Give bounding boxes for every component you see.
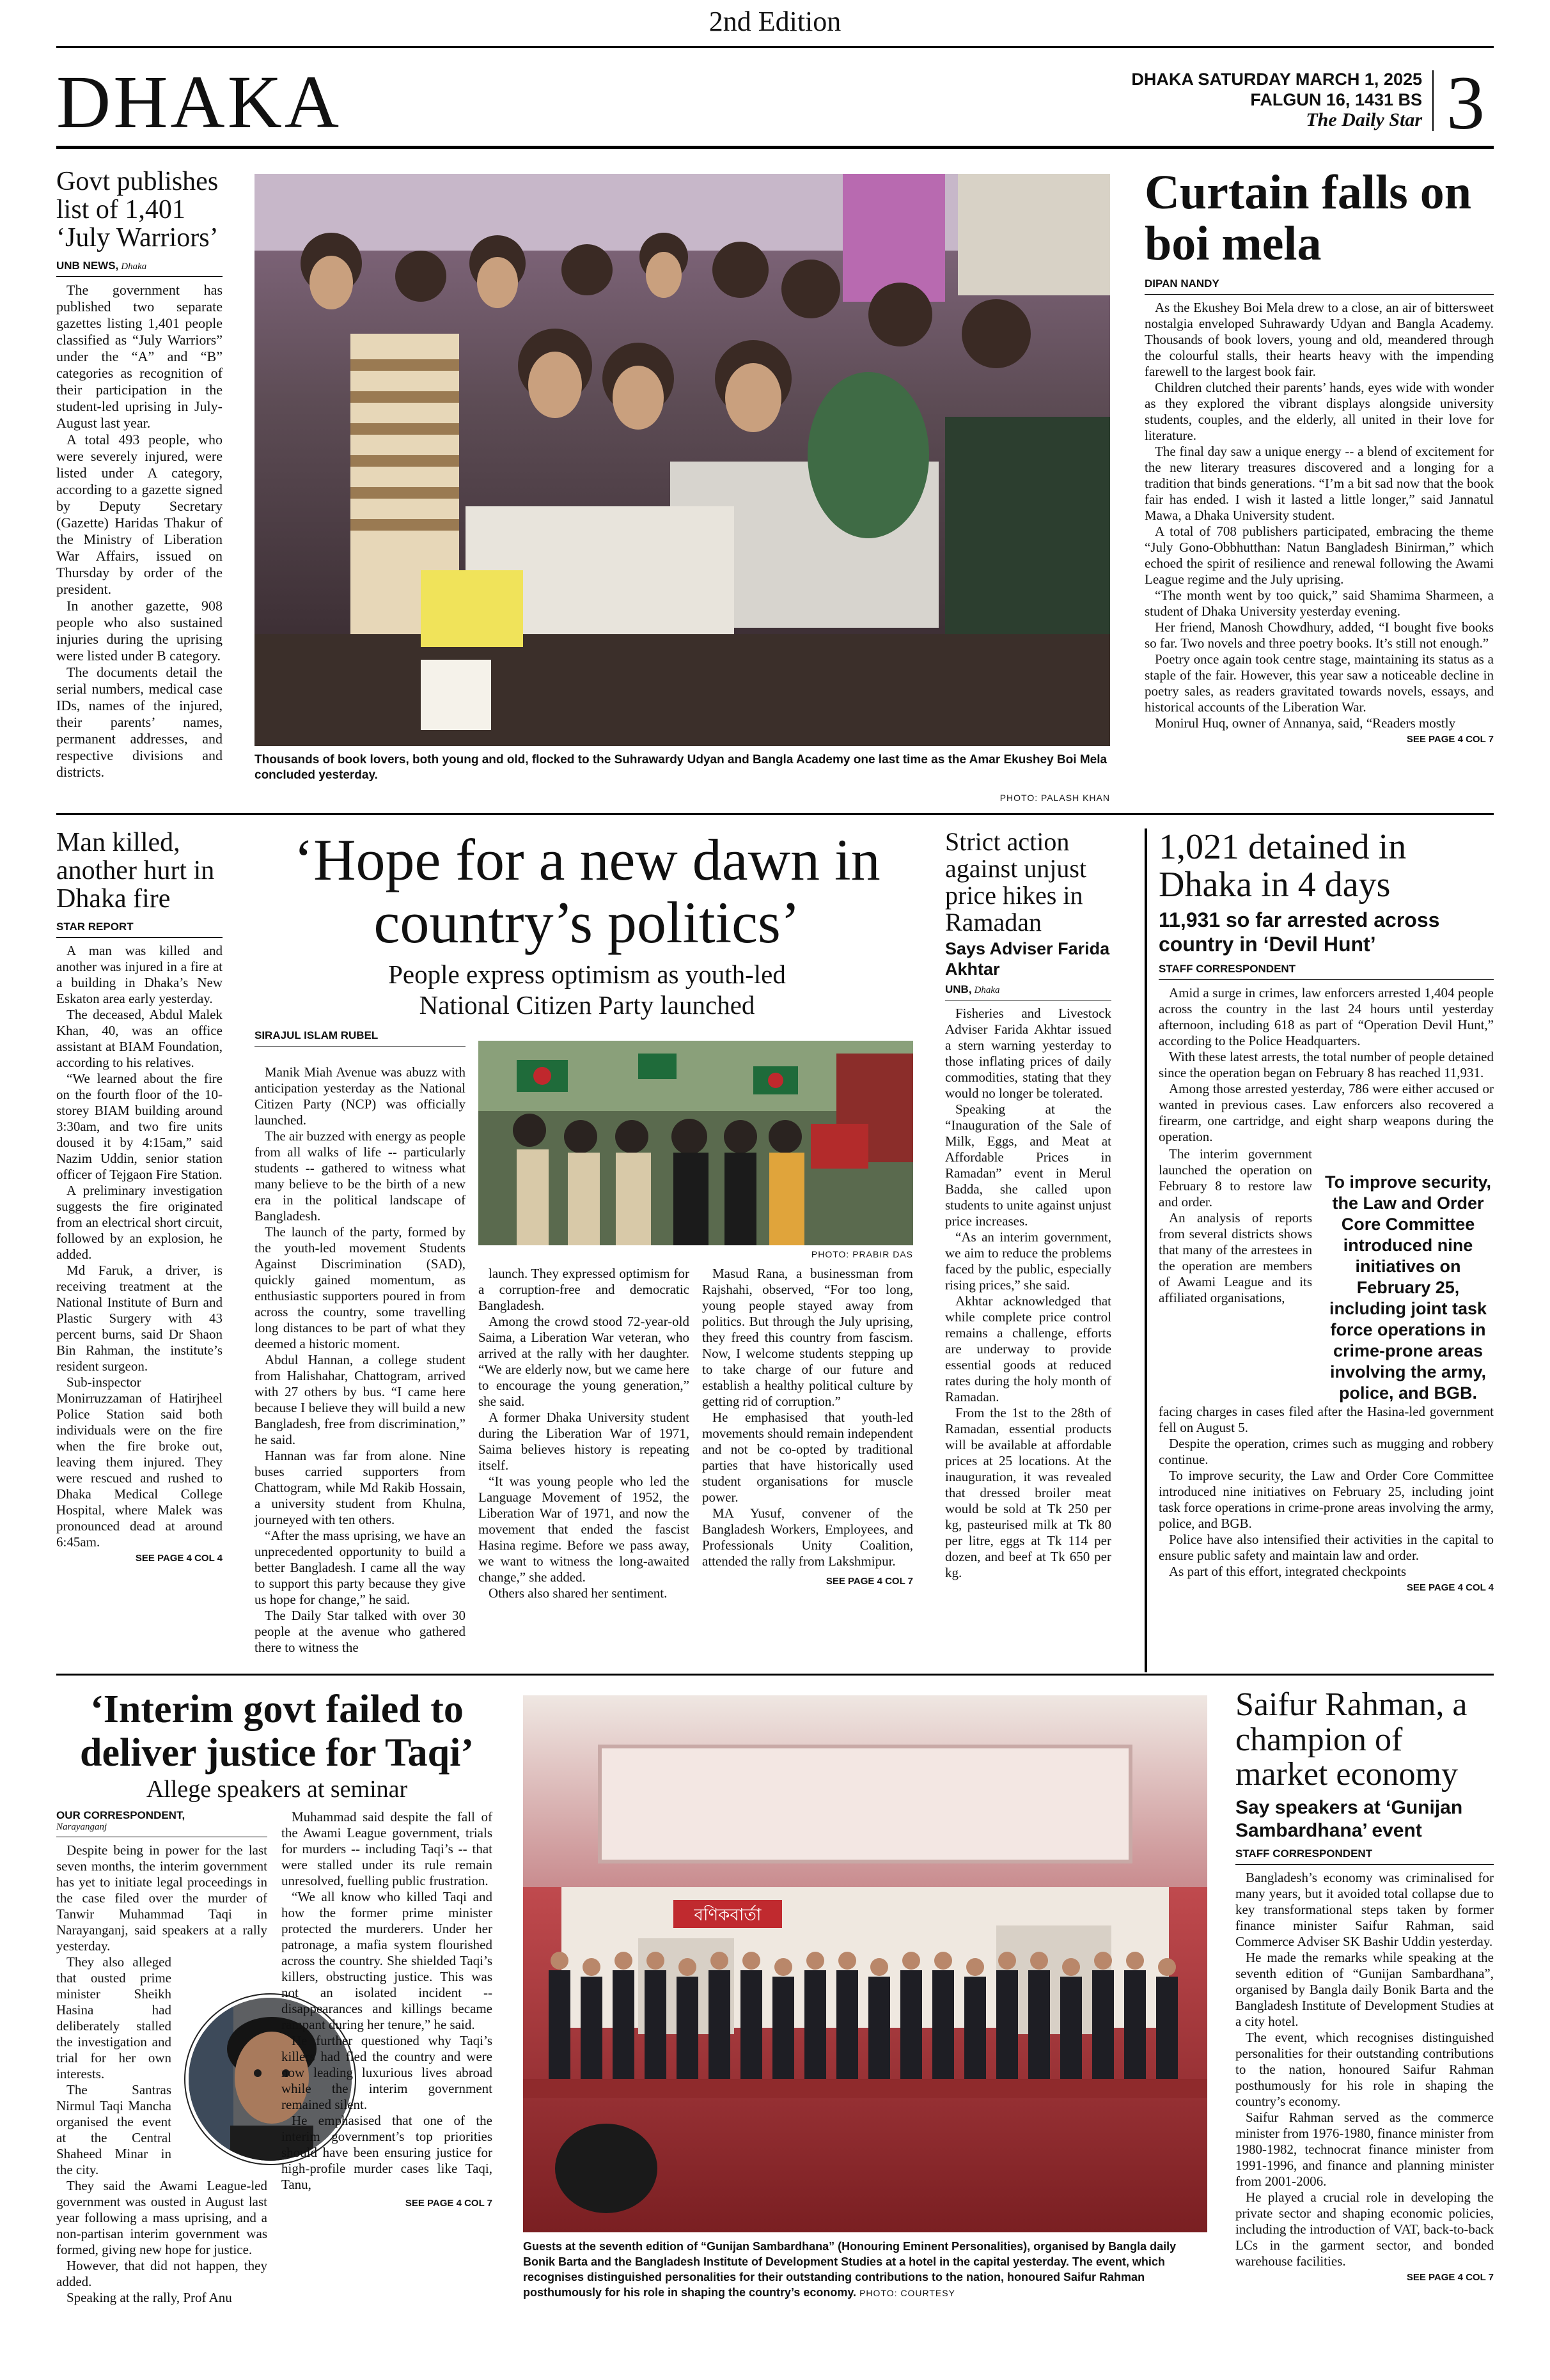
- dateline: [1131, 69, 1422, 130]
- paragraph: However, that did not happen, they added.: [56, 2258, 267, 2289]
- article-byline: OUR CORRESPONDENT,: [56, 1809, 185, 1821]
- article-subhead: 11,931 so far arrested across country in ‘Devil Hunt’: [1159, 908, 1440, 956]
- paragraph: Her friend, Manosh Chowdhury, added, “I bought five books so far. Two novels and three poetry books. It’s still not enough.”: [1145, 619, 1494, 651]
- article-dhaka-fire: [56, 828, 223, 1564]
- paragraph: In another gazette, 908 people who also sustained injuries during the uprising were listed under B category.: [56, 598, 223, 664]
- photo-book-fair: [254, 174, 1110, 803]
- paragraph: The launch of the party, formed by the youth-led movement Students Against Discrimination (SAD), quickly gained momentum, as enthusiastic supporters poured in from across the country, some travelling long distances to be part of what they deemed a historic moment.: [254, 1224, 466, 1351]
- article-subhead: People express optimism as youth-led National Citizen Party launched: [388, 960, 786, 1020]
- paragraph: The Daily Star talked with over 30 people at the avenue who gathered there to witness the: [254, 1608, 466, 1655]
- article-subhead: Says Adviser Farida Akhtar: [945, 939, 1110, 979]
- paragraph: The documents detail the serial numbers, medical case IDs, names of the injured, their parents’ names, permanent addresses, and respective divisions and districts.: [56, 664, 223, 781]
- ncp-column-2: [478, 1266, 689, 1601]
- article-headline: Curtain falls on boi mela: [1145, 166, 1471, 270]
- article-body: [1235, 1870, 1494, 2269]
- paragraph: He further questioned why Taqi’s killers had fled the country and were now leading luxurious lives abroad while the interim government remained silent.: [281, 2033, 492, 2112]
- article-headline: Saifur Rahman, a champion of market economy: [1235, 1686, 1468, 1793]
- article-headline: ‘Interim govt failed to deliver justice for Taqi’: [80, 1688, 474, 1775]
- date-english: DHAKA SATURDAY MARCH 1, 2025: [1131, 70, 1422, 89]
- ncp-column-3: [702, 1266, 913, 1589]
- photo-caption: [523, 2239, 1207, 2301]
- rally-photo: [478, 1041, 913, 1245]
- paragraph: A former Dhaka University student during the Liberation War of 1971, Saima believes history is repeating itself.: [478, 1410, 689, 1473]
- article-body: [1145, 300, 1494, 731]
- paragraph: launch. They expressed optimism for a corruption-free and democratic Bangladesh.: [478, 1266, 689, 1313]
- paragraph: He made the remarks while speaking at the seventh edition of “Gunijan Sambardhana”, organised by Bangla daily Bonik Barta and the Bangladesh Institute of Development Studies at a city hotel.: [1235, 1949, 1494, 2029]
- paragraph: Masud Rana, a businessman from Rajshahi, observed, “For too long, young people stayed away from politics. But through the July uprising, they freed this country from fascism. Now, I welcome students stepping up to take charge of our future and establish a healthy political culture by getting rid of corruption.”: [702, 1266, 913, 1409]
- event-photo: [523, 1695, 1207, 2232]
- paragraph: Monirul Huq, owner of Annanya, said, “Readers mostly: [1155, 715, 1456, 731]
- paragraph: Despite the operation, crimes such as mugging and robbery continue.: [1159, 1435, 1494, 1467]
- article-headline: Man killed, another hurt in Dhaka fire: [56, 828, 215, 914]
- paragraph: “As an interim government, we aim to reduce the problems faced by the public, especially rising prices,” she said.: [945, 1229, 1111, 1293]
- paragraph: Children clutched their parents’ hands, eyes wide with wonder as they explored the vibrant displays alongside university students, couples, and the elderly, all united in their love for literature.: [1145, 379, 1494, 443]
- article-headline: Govt publishes list of 1,401 ‘July Warriors’: [56, 167, 219, 253]
- brand-logo: The Daily Star: [1306, 109, 1422, 130]
- paragraph: Hannan was far from alone. Nine buses carried supporters from Chattogram, while Md Rakib Hossain, a university student from Khulna, journeyed with ten others.: [254, 1448, 466, 1527]
- paragraph: He emphasised that one of the interim government’s top priorities should have been ensuring justice for high-profile murder cases like Taqi, Tanu,: [281, 2113, 492, 2192]
- article-ncp-launch: [254, 828, 920, 1046]
- section-rule: [56, 1674, 1494, 1676]
- article-body: [945, 1006, 1111, 1581]
- paragraph: Md Faruk, a driver, is receiving treatment at the National Institute of Burn and Plastic Surgery with 43 percent burns, said Dr Shaon Bin Rahman, the institute’s resident surgeon.: [56, 1263, 223, 1374]
- paragraph: MA Yusuf, convener of the Bangladesh Workers, Employees, and Professionals Unity Coalition, attended the rally from Lakshmipur.: [702, 1505, 913, 1569]
- event-banner-text: বণিকবার্তা: [694, 1906, 762, 1925]
- article-body-bottom: [1159, 1404, 1494, 1580]
- date-bangla: FALGUN 16, 1431 BS: [1250, 90, 1422, 109]
- article-body-left: [1159, 1146, 1312, 1404]
- photo-ncp-rally: [478, 1041, 913, 1259]
- photo-gunijan-event: [523, 1695, 1207, 2301]
- paragraph: The air buzzed with energy as people from all walks of life -- particularly students -- gathered to witness what many believe to be the birth of a new era in the political landscape of Bangladesh.: [254, 1128, 466, 1224]
- paragraph: A preliminary investigation suggests the fire originated from an electrical short circuit, followed by an explosion, he added.: [56, 1183, 223, 1263]
- article-subhead: Allege speakers at seminar: [146, 1776, 408, 1803]
- article-byline: STAFF CORRESPONDENT: [1235, 1847, 1373, 1860]
- column-divider: [1145, 828, 1147, 1672]
- jump-line[interactable]: SEE PAGE 4 COL 4: [135, 1553, 223, 1564]
- jump-line[interactable]: SEE PAGE 4 COL 7: [1406, 2271, 1494, 2283]
- article-body: [56, 943, 223, 1550]
- paragraph: Speaking at the rally, Prof Anu: [67, 2290, 232, 2305]
- paragraph: With these latest arrests, the total number of people detained since the operation began on February 8 has reached 11,931.: [1159, 1048, 1494, 1080]
- paragraph: “We learned about the fire on the fourth floor of the 10-storey BIAM building around 3:30am, and two fire units doused it by 4:15am,” said Nazim Uddin, senior station officer of Tejgaon Fire Station.: [56, 1071, 223, 1183]
- article-devil-hunt: [1159, 828, 1494, 1593]
- paragraph: Bangladesh’s economy was criminalised for many years, but it avoided total collapse due to key transformational steps taken by former finance minister Saifur Rahman, said Commerce Adviser SK Bashir Uddin yesterday.: [1235, 1869, 1494, 1949]
- article-dateline-place: Dhaka: [121, 261, 147, 272]
- article-body: [56, 282, 223, 781]
- paragraph: “It was young people who led the Language Movement of 1952, the Liberation War of 1971, and now the movement that ended the fascist Hasina regime. Before we pass away, we want to witness the long-awaited change,” she added.: [478, 1474, 689, 1585]
- jump-line[interactable]: SEE PAGE 4 COL 7: [405, 2198, 492, 2209]
- paragraph: Speaking at the “Inauguration of the Sale of Milk, Eggs, and Meat at Affordable Prices in Ramadan” event in Merul Badda, she called upon students to unite against unjust price increases.: [945, 1101, 1111, 1229]
- article-boi-mela: [1145, 167, 1494, 745]
- paragraph: Akhtar acknowledged that while complete price control remains a challenge, efforts are underway to provide essential goods at reduced rates during the holy month of Ramadan.: [945, 1293, 1111, 1404]
- paragraph: As part of this effort, integrated checkpoints: [1169, 1563, 1407, 1579]
- paragraph: The event, which recognises distinguished personalities for their outstanding contributions to the nation, honoured Saifur Rahman posthumously for his role in shaping the country’s economy.: [1235, 2029, 1494, 2109]
- paragraph: Saifur Rahman served as the commerce minister from 1976-1980, finance minister from 1980-1982, technocrat finance minister from 1991-1996, and finance and planning minister from 2001-2006.: [1235, 2109, 1494, 2189]
- paragraph: Muhammad said despite the fall of the Awami League government, trials for murders -- including Taqi’s -- that were stalled under its rule remain unresolved, fuelling public frustration.: [281, 1809, 492, 1888]
- paragraph: Despite being in power for the last seven months, the interim government has yet to initiate legal proceedings in the case filed over the murder of Tanwir Muhammad Taqi in Narayanganj, said speakers at a rally yesterday.: [56, 1842, 267, 1954]
- taqi-column-2: [281, 1809, 492, 2211]
- photo-caption: Thousands of book lovers, both young and old, flocked to the Suhrawardy Udyan and Bangla Academy one last time as the Amar Ekushey Boi Mela concluded yesterday.: [254, 753, 1108, 782]
- paragraph: “After the mass uprising, we have an unprecedented opportunity to build a better Bangladesh. I came all the way to support this party because they give us hope for change,” he said.: [254, 1528, 466, 1607]
- article-byline: UNB NEWS,: [56, 260, 119, 272]
- masthead-bottom-rule: [56, 146, 1494, 149]
- caption-text: Guests at the seventh edition of “Gunijan Sambardhana” (Honouring Eminent Personalities), organised by Bangla daily Bonik Barta and the Bangladesh Institute of Development Studies at a hotel in the capital yesterday. The event, which recognises distinguished personalities for their outstanding contributions to the nation, honoured Saifur Rahman posthumously for his role in shaping the country’s economy.: [523, 2240, 1177, 2299]
- paragraph: Others also shared her sentiment.: [489, 1585, 668, 1601]
- section-title: DHAKA: [56, 60, 342, 144]
- paragraph: Among those arrested yesterday, 786 were either accused or wanted in previous cases. Law enforcers also recovered a firearm, one cartridge, and eight sharp weapons during the operation.: [1159, 1080, 1494, 1144]
- paragraph: A total 493 people, who were severely injured, were listed under A category, according to a gazette signed by Deputy Secretary (Gazette) Haridas Thakur of the Ministry of Liberation War Affairs, issued on Thursday by order of the president.: [56, 432, 223, 598]
- jump-line[interactable]: SEE PAGE 4 COL 7: [1406, 733, 1494, 745]
- paragraph: The interim government launched the operation on February 8 to restore law and order.: [1159, 1146, 1312, 1209]
- photo-credit: PHOTO: PRABIR DAS: [811, 1249, 913, 1259]
- paragraph: The final day saw a unique energy -- a blend of excitement for the new literary treasures discovered and a longing for a tradition that binds generations. “I’m a bit sad now that the book fair has ended. I wish it lasted a little longer,” said Jannatul Mawa, a Dhaka University student.: [1145, 443, 1494, 523]
- paragraph: “We all know who killed Taqi and how the former prime minister protected the murderers. Under her patronage, a mafia system flourished across the country. She shielded Taqi’s killers, obstructing justice. This was not an isolated incident -- disappearances and killings became rampant during her tenure,” he said.: [281, 1889, 492, 2032]
- paragraph: To improve security, the Law and Order Core Committee introduced nine initiatives on February 25, including joint task force operations in crime-prone areas involving the army, police, and BGB.: [1159, 1467, 1494, 1531]
- article-dateline-place: Narayanganj: [56, 1822, 107, 1832]
- paragraph: Amid a surge in crimes, law enforcers arrested 1,404 people across the country in the last 24 hours until yesterday afternoon, including 618 as part of “Operation Devil Hunt,” according to the Police Headquarters.: [1159, 984, 1494, 1048]
- article-july-warriors: [56, 167, 223, 781]
- masthead-top-rule: [56, 46, 1494, 48]
- dateline-divider: [1432, 70, 1434, 131]
- edition-label: 2nd Edition: [708, 6, 842, 37]
- article-price-hikes: [945, 828, 1111, 1581]
- book-fair-photo: [254, 174, 1110, 746]
- photo-credit: PHOTO: PALASH KHAN: [999, 793, 1110, 803]
- photo-credit: PHOTO: COURTESY: [859, 2288, 955, 2298]
- paragraph: “The month went by too quick,” said Shamima Sharmeen, a student of Dhaka University yesterday evening.: [1145, 587, 1494, 619]
- paragraph: He emphasised that youth-led movements should remain independent and not be co-opted by traditional parties that have historically used student organisations for muscle power.: [702, 1410, 913, 1505]
- article-byline: SIRAJUL ISLAM RUBEL: [254, 1029, 379, 1041]
- paragraph: The deceased, Abdul Malek Khan, 40, was an office assistant at BIAM Foundation, according to his relatives.: [56, 1007, 223, 1071]
- paragraph: As the Ekushey Boi Mela drew to a close, an air of bittersweet nostalgia enveloped Suhrawardy Udyan and Bangla Academy. Thousands of book lovers, young and old, meandered through the colourful stalls, their hearts heavy with the impending farewell to the largest book fair.: [1145, 299, 1494, 379]
- paragraph: Police have also intensified their activities in the capital to ensure public safety and maintain law and order.: [1159, 1531, 1494, 1563]
- paragraph: The government has published two separate gazettes listing 1,401 people classified as “July Warriors” under the “A” and “B” categories as recognition of their participation in the student-led uprising in July-August last year.: [56, 282, 223, 432]
- article-dateline-place: Dhaka: [974, 985, 1000, 995]
- article-headline: 1,021 detained in Dhaka in 4 days: [1159, 827, 1407, 905]
- article-saifur-rahman: [1235, 1688, 1494, 2283]
- jump-line[interactable]: SEE PAGE 4 COL 4: [1406, 1582, 1494, 1593]
- paragraph: A total of 708 publishers participated, embracing the theme “July Gono-Obbhutthan: Natun Bangladesh Binirman,” which echoed the spirit of resilience and renewal following the Awami League regime and the July uprising.: [1145, 523, 1494, 587]
- article-byline: STAR REPORT: [56, 921, 134, 933]
- article-byline: STAFF CORRESPONDENT: [1159, 962, 1296, 975]
- paragraph: From the 1st to the 28th of Ramadan, essential products will be available at affordable prices at 25 locations. At the inauguration, it was revealed that dressed broiler meat would be sold at Tk 250 per kg, pasteurised milk at Tk 80 per litre, eggs at Tk 114 per dozen, and beef at Tk 650 per kg.: [945, 1405, 1111, 1580]
- paragraph: A man was killed and another was injured in a fire at a building in Dhaka’s New Eskaton area early yesterday.: [56, 943, 223, 1007]
- article-body-top: [1159, 985, 1494, 1145]
- paragraph: He played a crucial role in developing the private sector and shaping economic policies, including the introduction of VAT, back-to-back LCs in the garment sector, and bonded warehouse facilities.: [1235, 2189, 1494, 2269]
- paragraph: Abdul Hannan, a college student from Halishahar, Chattogram, arrived with 27 others by bus. “I came here because I believe they will build a new Bangladesh, free from discrimination,” he said.: [254, 1352, 466, 1447]
- paragraph: Manik Miah Avenue was abuzz with anticipation yesterday as the National Citizen Party (NCP) was officially launched.: [254, 1064, 466, 1128]
- article-byline: UNB,: [945, 983, 972, 995]
- paragraph: The Santras Nirmul Taqi Mancha organised the event at the Central Shaheed Minar in the city.: [56, 2082, 171, 2177]
- paragraph: Fisheries and Livestock Adviser Farida Akhtar issued a stern warning yesterday to those inflating prices of daily commodities, stating that they would no longer be tolerated.: [945, 1006, 1111, 1101]
- page-number: 3: [1446, 60, 1485, 145]
- paragraph: An analysis of reports from several districts shows that many of the arrestees in the operation are members of Awami League and its affiliated organisations,: [1159, 1209, 1312, 1305]
- article-byline: DIPAN NANDY: [1145, 277, 1219, 290]
- paragraph: Sub-inspector Monirruzzaman of Hatirjheel Police Station said both individuals were on the fire when the fire broke out, leaving them injured. They were rescued and rushed to Dhaka Medical College Hospital, where Malek was pronounced dead at around 6:45am.: [56, 1374, 223, 1550]
- article-headline: Strict action against unjust price hikes in Ramadan: [945, 827, 1087, 937]
- pull-quote: To improve security, the Law and Order Core Committee introduced nine initiatives on February 25, including joint task force operations in crime-prone areas involving the army, police, and BGB.: [1324, 1172, 1492, 1403]
- article-headline: ‘Hope for a new dawn in country’s politics’: [294, 827, 881, 955]
- paragraph: facing charges in cases filed after the Hasina-led government fell on August 5.: [1159, 1403, 1494, 1435]
- article-subhead: Say speakers at ‘Gunijan Sambardhana’ event: [1235, 1796, 1463, 1841]
- ncp-column-1: [254, 1064, 466, 1656]
- article-taqi: [56, 1688, 497, 1803]
- paragraph: They also alleged that ousted prime minister Sheikh Hasina had deliberately stalled the investigation and trial for her own interests.: [56, 1954, 171, 2081]
- paragraph: Poetry once again took centre stage, maintaining its status as a staple of the fair. However, this year saw a noticeable decline in poetry sales, as readers gravitated towards novels, essays, and historical accounts of the Liberation War.: [1145, 651, 1494, 715]
- paragraph: Among the crowd stood 72-year-old Saima, a Liberation War veteran, who arrived at the rally with her daughter. “We are elderly now, but we came here to encourage the young generation,” she said.: [478, 1314, 689, 1409]
- paragraph: They said the Awami League-led government was ousted in August last year following a mass uprising, and a non-partisan interim government was formed, giving new hope for justice.: [56, 2178, 267, 2257]
- section-rule: [56, 813, 1494, 815]
- jump-line[interactable]: SEE PAGE 4 COL 7: [826, 1576, 913, 1587]
